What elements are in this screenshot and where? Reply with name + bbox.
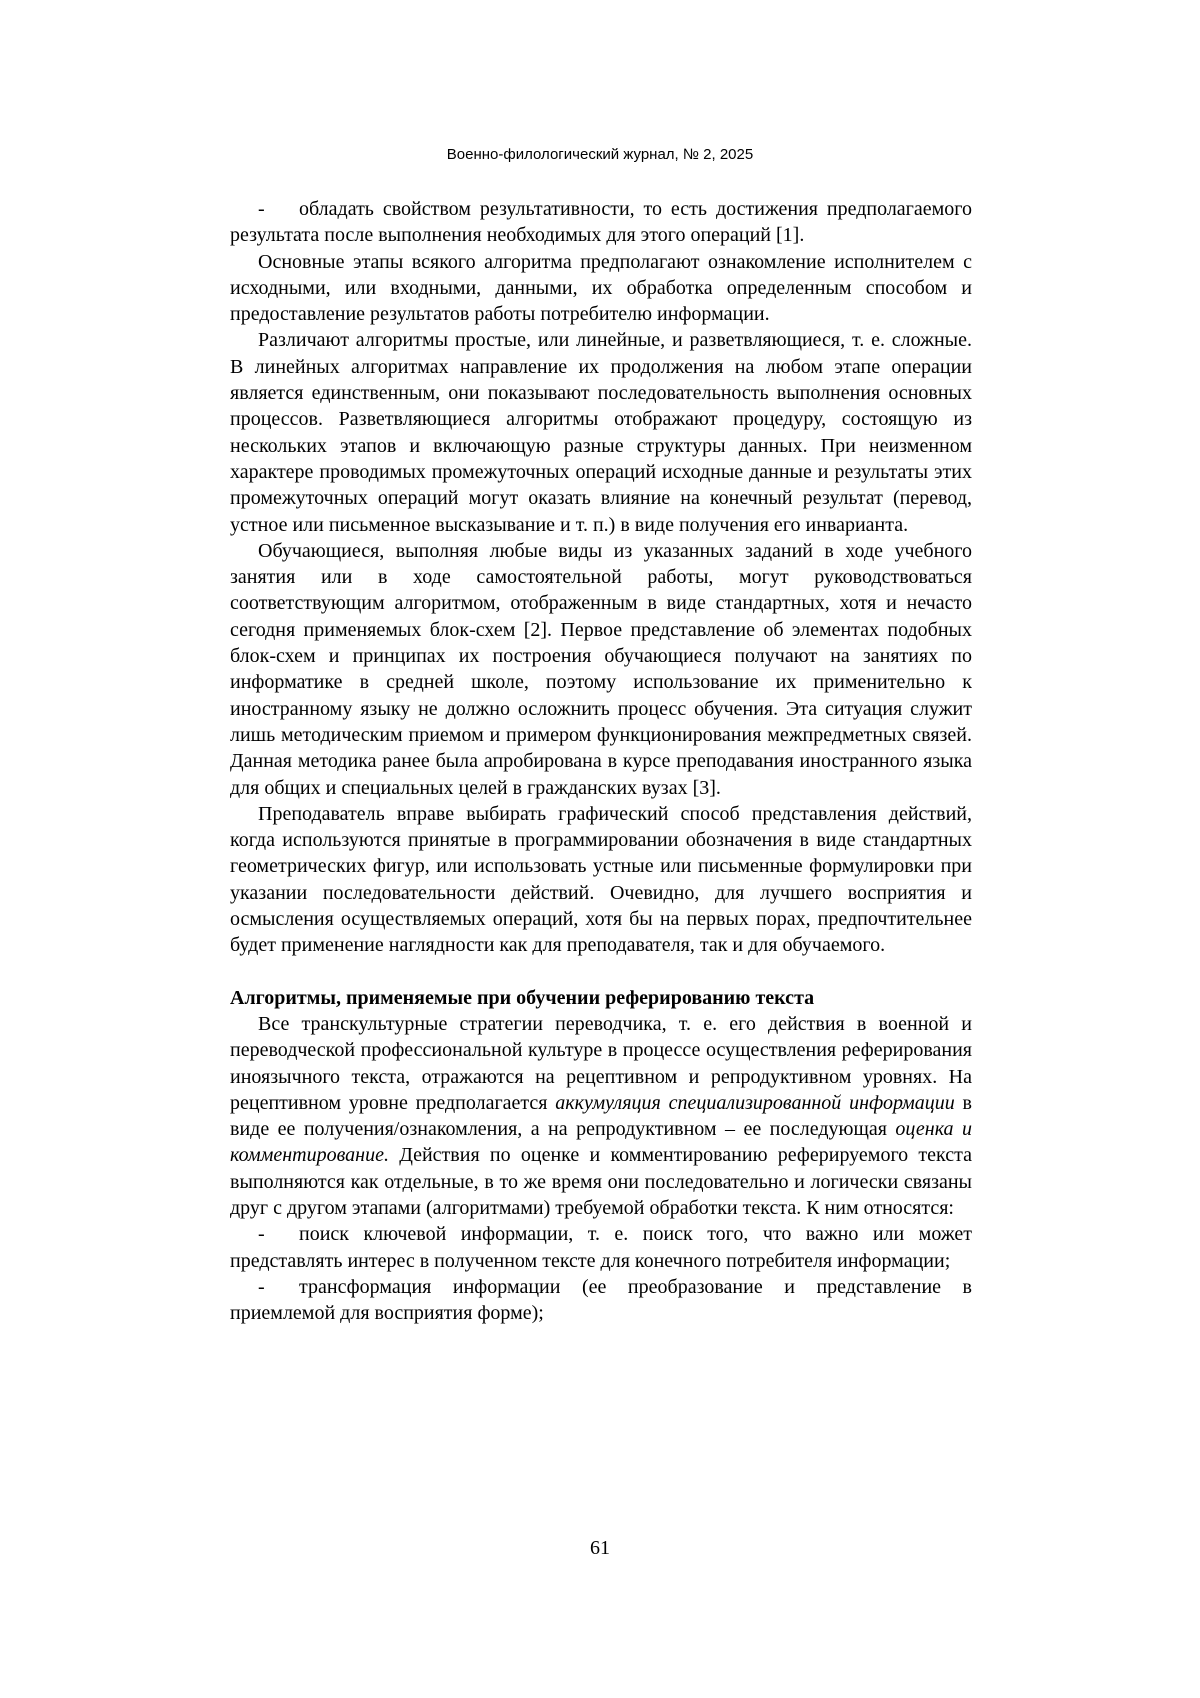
bullet-item-2-text: поиск ключевой информации, т. е. поиск того, что важно или может представлять интерес в полученном тексте для конечного потребителя информации;: [230, 1223, 972, 1272]
paragraph-5-part-b: в виде ее получения/ознакомления, а на репродуктивном – ее последующая: [230, 1091, 972, 1141]
article-body: [230, 196, 972, 1326]
paragraph-5-italic-2: оценка и комментирование.: [230, 1118, 972, 1167]
bullet-item-2: [230, 1221, 972, 1274]
bullet-item-1: [230, 196, 972, 249]
paragraph-4: Преподаватель вправе выбирать графический способ представления действий, когда используются принятые в программировании обозначения в виде стандартных геометрических фигур, или использовать устные или письменные формулировки при указании последовательности действий. Очевидно, для лучшего восприятия и осмысления осуществляемых операций, хотя бы на первых порах, предпочтительнее будет применение наглядности как для преподавателя, так и для обучаемого.: [230, 802, 972, 957]
paragraph-2: Различают алгоритмы простые, или линейные, и разветвляющиеся, т. е. сложные. В линейных алгоритмах направление их продолжения на любом этапе операции является единственным, они показывают последовательность выполнения основных процессов. Разветвляющиеся алгоритмы отображают процедуру, состоящую из нескольких этапов и включающую разные структуры данных. При неизменном характере проводимых промежуточных операций исходные данные и результаты этих промежуточных операций могут оказать влияние на конечный результат (перевод, устное или письменное высказывание и т. п.) в виде получения его инварианта.: [230, 329, 972, 536]
section-heading: Алгоритмы, применяемые при обучении реферированию текста: [230, 986, 815, 1009]
bullet-item-1-text: обладать свойством результативности, то есть достижения предполагаемого результата после выполнения необходимых для этого операций [1].: [230, 198, 972, 247]
running-title: Военно-филологический журнал, № 2, 2025: [446, 146, 754, 163]
bullet-dash: -: [258, 1223, 265, 1246]
paragraph-5-italic-1: аккумуляция специализированной информации: [555, 1091, 955, 1114]
bullet-item-3: [230, 1274, 972, 1327]
bullet-dash: -: [258, 198, 265, 220]
bullet-item-3-text: трансформация информации (ее преобразование и представление в приемлемой для восприятия форме);: [230, 1275, 972, 1325]
page-number: 61: [590, 1537, 610, 1559]
paragraph-5-part-c: Действия по оценке и комментированию реферируемого текста выполняются как отдельные, в то же время они последовательно и логически связаны друг с другом этапами (алгоритмами) требуемой обработки текста. К ним относятся:: [230, 1144, 972, 1219]
paragraph-1: Основные этапы всякого алгоритма предполагают ознакомление исполнителем с исходными, или входными, данными, их обработка определенным способом и предоставление результатов работы потребителю информации.: [230, 250, 972, 326]
paragraph-5-part-a: Все транскультурные стратегии переводчика, т. е. его действия в военной и переводческой профессиональной культуре в процессе осуществления реферирования иноязычного текста, отражаются на рецептивном и репродуктивном уровнях. На рецептивном уровне предполагается: [230, 1012, 972, 1114]
bullet-dash: -: [258, 1275, 265, 1298]
paragraph-5: [230, 1011, 972, 1221]
paragraph-3: Обучающиеся, выполняя любые виды из указанных заданий в ходе учебного занятия или в ходе самостоятельной работы, могут руководствоваться соответствующим алгоритмом, отображенным в виде стандартных, хотя и нечасто сегодня применяемых блок-схем [2]. Первое представление об элементах подобных блок-схем и принципах их построения обучающиеся получают на занятиях по информатике в средней школе, поэтому использование их применительно к иностранному языку не должно осложнить процесс обучения. Эта ситуация служит лишь методическим приемом и примером функционирования межпредметных связей. Данная методика ранее была апробирована в курсе преподавания иностранного языка для общих и специальных целей в гражданских вузах [3].: [230, 539, 972, 799]
